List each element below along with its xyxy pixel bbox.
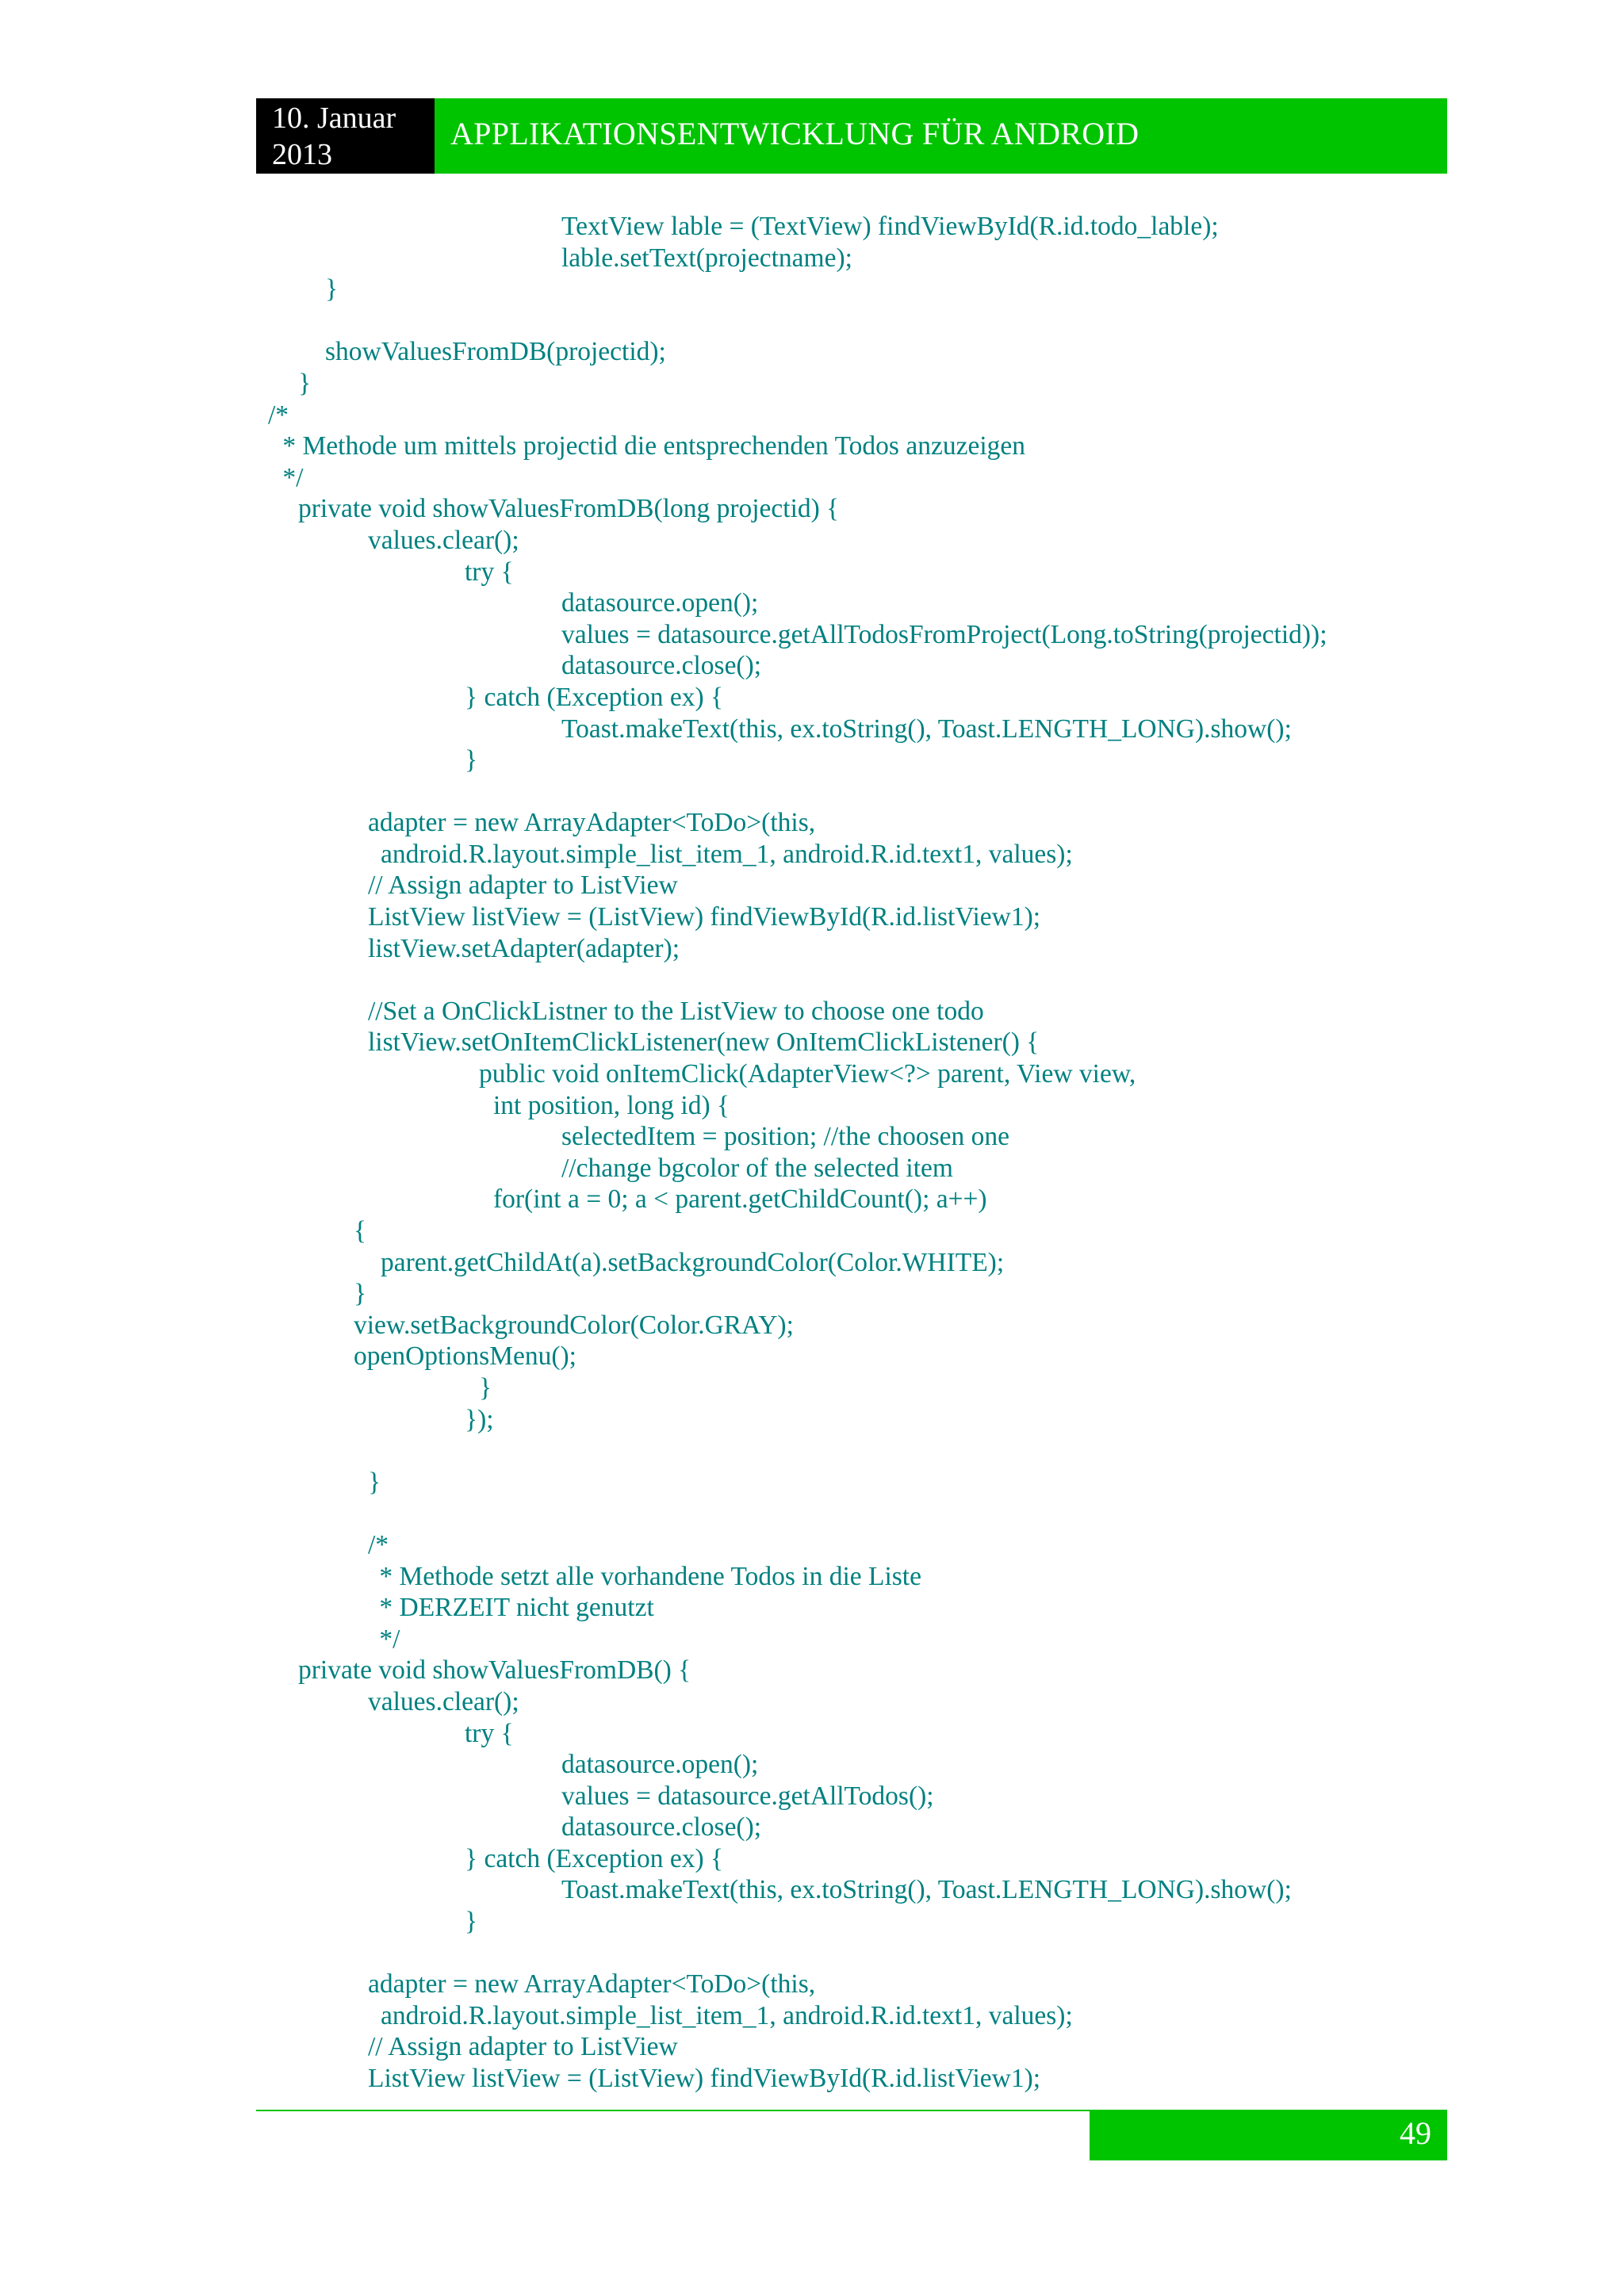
code-line: /* — [268, 400, 289, 430]
code-line: } catch (Exception ex) { — [465, 1843, 724, 1873]
code-line: } — [354, 1279, 367, 1309]
code-line: parent.getChildAt(a).setBackgroundColor(Color.WHITE); — [381, 1247, 1005, 1277]
header-date: 10. Januar 2013 — [256, 98, 435, 174]
code-line: listView.setOnItemClickListener(new OnItemClickListener() { — [368, 1027, 1040, 1058]
code-line: /* — [368, 1529, 389, 1559]
code-line: } — [465, 745, 478, 775]
code-line — [0, 776, 1624, 808]
code-line: Toast.makeText(this, ex.toString(), Toast.LENGTH_LONG).show(); — [561, 714, 1292, 744]
code-line: view.setBackgroundColor(Color.GRAY); — [354, 1310, 794, 1340]
code-line — [0, 1435, 1624, 1467]
code-line: //Set a OnClickListner to the ListView to choose one todo — [368, 996, 984, 1026]
code-line: ListView listView = (ListView) findViewById(R.id.listView1); — [368, 902, 1041, 932]
code-line: try { — [465, 1718, 514, 1748]
code-line: datasource.open(); — [561, 1750, 759, 1780]
code-line: lable.setText(projectname); — [561, 243, 852, 273]
code-line: TextView lable = (TextView) findViewById(R.id.todo_lable); — [561, 212, 1219, 241]
code-line: datasource.close(); — [561, 651, 762, 681]
header-title: APPLIKATIONSENTWICKLUNG FÜR ANDROID — [435, 98, 1447, 174]
code-line — [0, 1498, 1624, 1529]
code-line: } catch (Exception ex) { — [465, 682, 724, 712]
code-line: // Assign adapter to ListView — [368, 2032, 678, 2062]
code-line: adapter = new ArrayAdapter<ToDo>(this, — [368, 1969, 816, 1999]
code-line: public void onItemClick(AdapterView<?> parent, View view, — [479, 1059, 1136, 1089]
code-listing — [0, 211, 1624, 2095]
code-line: * Methode um mittels projectid die entsprechenden Todos anzuzeigen — [276, 431, 1026, 461]
code-line: android.R.layout.simple_list_item_1, android.R.id.text1, values); — [381, 2000, 1073, 2030]
code-line: values.clear(); — [368, 1686, 519, 1716]
code-line: listView.setAdapter(adapter); — [368, 933, 680, 963]
code-line: private void showValuesFromDB() { — [298, 1655, 691, 1686]
code-line: private void showValuesFromDB(long projectid) { — [298, 494, 840, 524]
code-line: */ — [373, 1624, 400, 1654]
code-line: //change bgcolor of the selected item — [561, 1153, 953, 1183]
code-line: android.R.layout.simple_list_item_1, android.R.id.text1, values); — [381, 839, 1073, 869]
code-line: // Assign adapter to ListView — [368, 871, 678, 901]
code-line: ListView listView = (ListView) findViewById(R.id.listView1); — [368, 2064, 1041, 2094]
code-line — [0, 1938, 1624, 1969]
code-line: } — [368, 1467, 381, 1497]
code-line: }); — [465, 1404, 494, 1434]
code-line: selectedItem = position; //the choosen one — [561, 1122, 1009, 1152]
code-line: Toast.makeText(this, ex.toString(), Toast.LENGTH_LONG).show(); — [561, 1875, 1292, 1905]
code-line — [0, 964, 1624, 996]
code-line: for(int a = 0; a < parent.getChildCount(); a++) — [493, 1184, 987, 1215]
code-line: } — [298, 368, 312, 398]
code-line: values.clear(); — [368, 525, 519, 555]
code-line: */ — [276, 462, 304, 492]
code-line: { — [354, 1216, 367, 1246]
code-line: try { — [465, 557, 514, 587]
code-line: } — [479, 1372, 492, 1402]
code-line: * Methode setzt alle vorhandene Todos in die Liste — [373, 1561, 921, 1591]
code-line: adapter = new ArrayAdapter<ToDo>(this, — [368, 808, 816, 838]
code-line — [0, 305, 1624, 337]
code-line: openOptionsMenu(); — [354, 1341, 576, 1372]
code-line: } — [465, 1907, 478, 1937]
code-line: values = datasource.getAllTodosFromProject(Long.toString(projectid)); — [561, 619, 1327, 649]
code-line: datasource.close(); — [561, 1812, 762, 1843]
code-line: int position, long id) { — [493, 1090, 730, 1120]
code-line: * DERZEIT nicht genutzt — [373, 1593, 654, 1623]
code-line: showValuesFromDB(projectid); — [325, 337, 666, 367]
code-line: } — [325, 274, 339, 304]
code-line: values = datasource.getAllTodos(); — [561, 1781, 934, 1811]
code-line: datasource.open(); — [561, 588, 759, 618]
page-number: 49 — [1090, 2110, 1447, 2160]
